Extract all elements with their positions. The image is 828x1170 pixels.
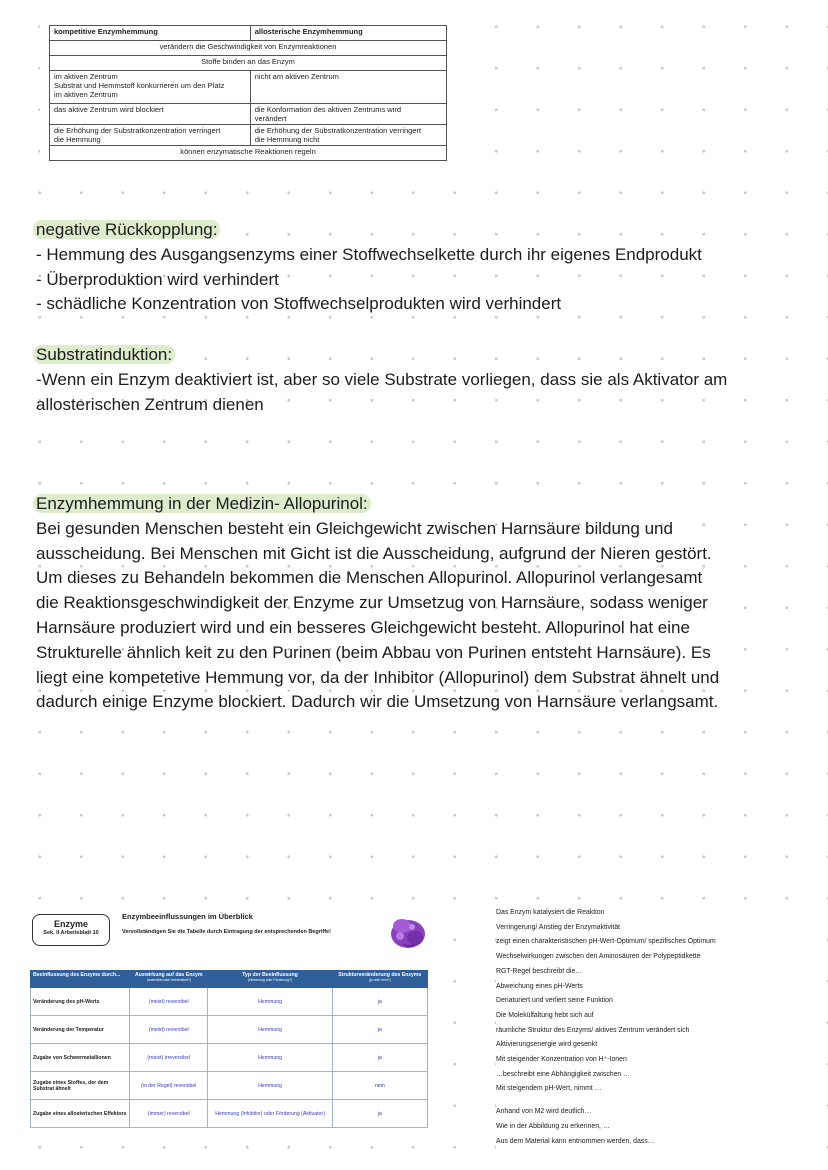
worksheet-tag-sub: Sek. II Arbeitsblatt 10: [43, 930, 99, 936]
note-line: Um dieses zu Behandeln bekommen die Menschen Allopurinol. Allopurinol verlangesamt: [36, 568, 703, 588]
list-item: zeigt einen charakteristischen pH-Wert-Optimum/ spezifisches Optimum: [496, 938, 716, 946]
list-item: Abweichung eines pH-Werts: [496, 982, 583, 990]
worksheet-table: [30, 970, 428, 1128]
table-row: Veränderung des pH-Werts (meist) reversibel Hemmung ja: [31, 988, 428, 1016]
list-item: Denaturiert und verliert seine Funktion: [496, 997, 613, 1005]
table-row: Veränderung der Temperatur (meist) reversibel Hemmung ja: [31, 1016, 428, 1044]
col-header: Auswirkung auf das Enzym (reversibel oder irreversibel?): [130, 971, 208, 988]
worksheet-image: [24, 900, 436, 1132]
section-substrate-induction: [36, 343, 796, 417]
list-item: Wechselwirkungen zwischen den Aminosäuren der Polypeptidkette: [496, 953, 701, 961]
section-negative-feedback: [36, 218, 796, 317]
worksheet-instruction: Vervollständigen Sie die Tabelle durch Eintragung der entsprechenden Begriffe!: [122, 929, 331, 935]
note-line: - Hemmung des Ausgangsenzyms einer Stoffwechselkette durch ihr eigenes Endprodukt: [36, 244, 702, 264]
list-item: Die Molekülfaltung hebt sich auf: [496, 1011, 594, 1019]
list-item: räumliche Struktur des Enzyms/ aktives Zentrum verändert sich: [496, 1026, 690, 1034]
note-line: allosterischen Zentrum dienen: [36, 394, 264, 414]
list-item: Verringerung/ Anstieg der Enzymaktivität: [496, 923, 621, 931]
section-allopurinol: [36, 492, 796, 715]
list-item: Aus dem Material kann entnommen werden, dass…: [496, 1137, 655, 1145]
list-item: Das Enzym katalysiert die Reaktion: [496, 909, 605, 916]
worksheet-title: Enzymbeeinflussungen im Überblick: [122, 912, 253, 921]
col-header: Typ der Beeinflussung (Hemmung oder Förderung?): [208, 971, 332, 988]
note-line: Harnsäure produziert wird und ein besseres Gleichgewicht besteht. Allopurinol hat eine: [36, 617, 690, 637]
worksheet-tag-title: Enzyme: [53, 919, 88, 929]
col-header: Strukturveränderung des Enzyms (ja oder nein?): [332, 971, 427, 988]
note-line: die Reaktionsgeschwindigkeit der Enzyme zur Umsetzug von Harnsäure, sodass weniger: [36, 593, 708, 613]
list-item: Mit steigender Konzentration von H⁺-Ionen: [496, 1056, 627, 1064]
note-line: Strukturelle ähnlich keit zu den Purinen (beim Abbau von Purinen entsteht Harnsäure). Es: [36, 642, 711, 662]
list-item: …beschreibt eine Abhängigkeit zwischen …: [496, 1070, 631, 1078]
spacer: [496, 1097, 816, 1105]
shared-row: können enzymatische Reaktionen regeln: [50, 146, 447, 161]
comparison-table: [49, 25, 447, 161]
cell: nicht am aktiven Zentrum: [250, 71, 446, 104]
note-line: dadurch einige Enzyme blockiert. Dadurch wir die Umsetzung von Harnsäure verlangsamt.: [36, 692, 719, 712]
cell: im aktiven Zentrum Substrat und Hemmstoff konkurrieren um den Platz im aktiven Zentrum: [50, 71, 251, 104]
cell: die Konformation des aktiven Zentrums wird verändert: [250, 104, 446, 125]
header-allosteric: allosterische Enzymhemmung: [250, 26, 446, 41]
note-line: liegt eine kompetetive Hemmung vor, da der Inhibitor (Allopurinol) dem Substrat ähnelt und: [36, 667, 720, 687]
table-row: Zugabe eines allosterischen Effektors (immer) reversibel Hemmung (Inhibitor) oder Förderung (Aktivator) ja: [31, 1100, 428, 1128]
comparison-table-image: [40, 16, 456, 188]
shared-row: Stoffe binden an das Enzym: [50, 56, 447, 71]
note-line: - Überproduktion wird verhindert: [36, 269, 279, 289]
col-header: Beeinflussung des Enzyms durch...: [31, 971, 130, 988]
worksheet-tag: [32, 914, 110, 946]
note-line: - schädliche Konzentration von Stoffwechselprodukten wird verhindert: [36, 294, 562, 314]
note-line: -Wenn ein Enzym deaktiviert ist, aber so viele Substrate vorliegen, dass sie als Aktivator am: [36, 369, 728, 389]
note-line: ausscheidung. Bei Menschen mit Gicht ist die Ausscheidung, aufgrund der Nieren gestört.: [36, 543, 712, 563]
list-item: Aktivierungsenergie wird gesenkt: [496, 1041, 598, 1049]
answer-phrase-list: [496, 906, 816, 1149]
enzyme-illustration-icon: [388, 914, 428, 950]
heading-negative-feedback: negative Rückkopplung:: [33, 220, 220, 239]
header-competitive: kompetitive Enzymhemmung: [50, 26, 251, 41]
shared-row: verändern die Geschwindigkeit von Enzymreaktionen: [50, 41, 447, 56]
table-row: Zugabe von Schwermetallionen (meist) irreversibel Hemmung ja: [31, 1044, 428, 1072]
cell: die Erhöhung der Substratkonzentration verringert die Hemmung: [50, 125, 251, 146]
cell: das aktive Zentrum wird blockiert: [50, 104, 251, 125]
list-item: Wie in der Abbildung zu erkennen, …: [496, 1122, 610, 1130]
cell: die Erhöhung der Substratkonzentration verringert die Hemmung nicht: [250, 125, 446, 146]
table-row: Zugabe eines Stoffes, der dem Substrat ähnelt (in der Regel) reversibel Hemmung nein: [31, 1072, 428, 1100]
list-item: Anhand von M2 wird deutlich…: [496, 1108, 592, 1116]
note-line: Bei gesunden Menschen besteht ein Gleichgewicht zwischen Harnsäure bildung und: [36, 518, 673, 538]
heading-substrate-induction: Substratinduktion:: [33, 345, 175, 364]
list-item: RGT-Regel beschreibt die…: [496, 967, 583, 975]
heading-allopurinol: Enzymhemmung in der Medizin- Allopurinol:: [33, 494, 371, 513]
list-item: Mit steigendem pH-Wert, nimmt …: [496, 1085, 602, 1093]
